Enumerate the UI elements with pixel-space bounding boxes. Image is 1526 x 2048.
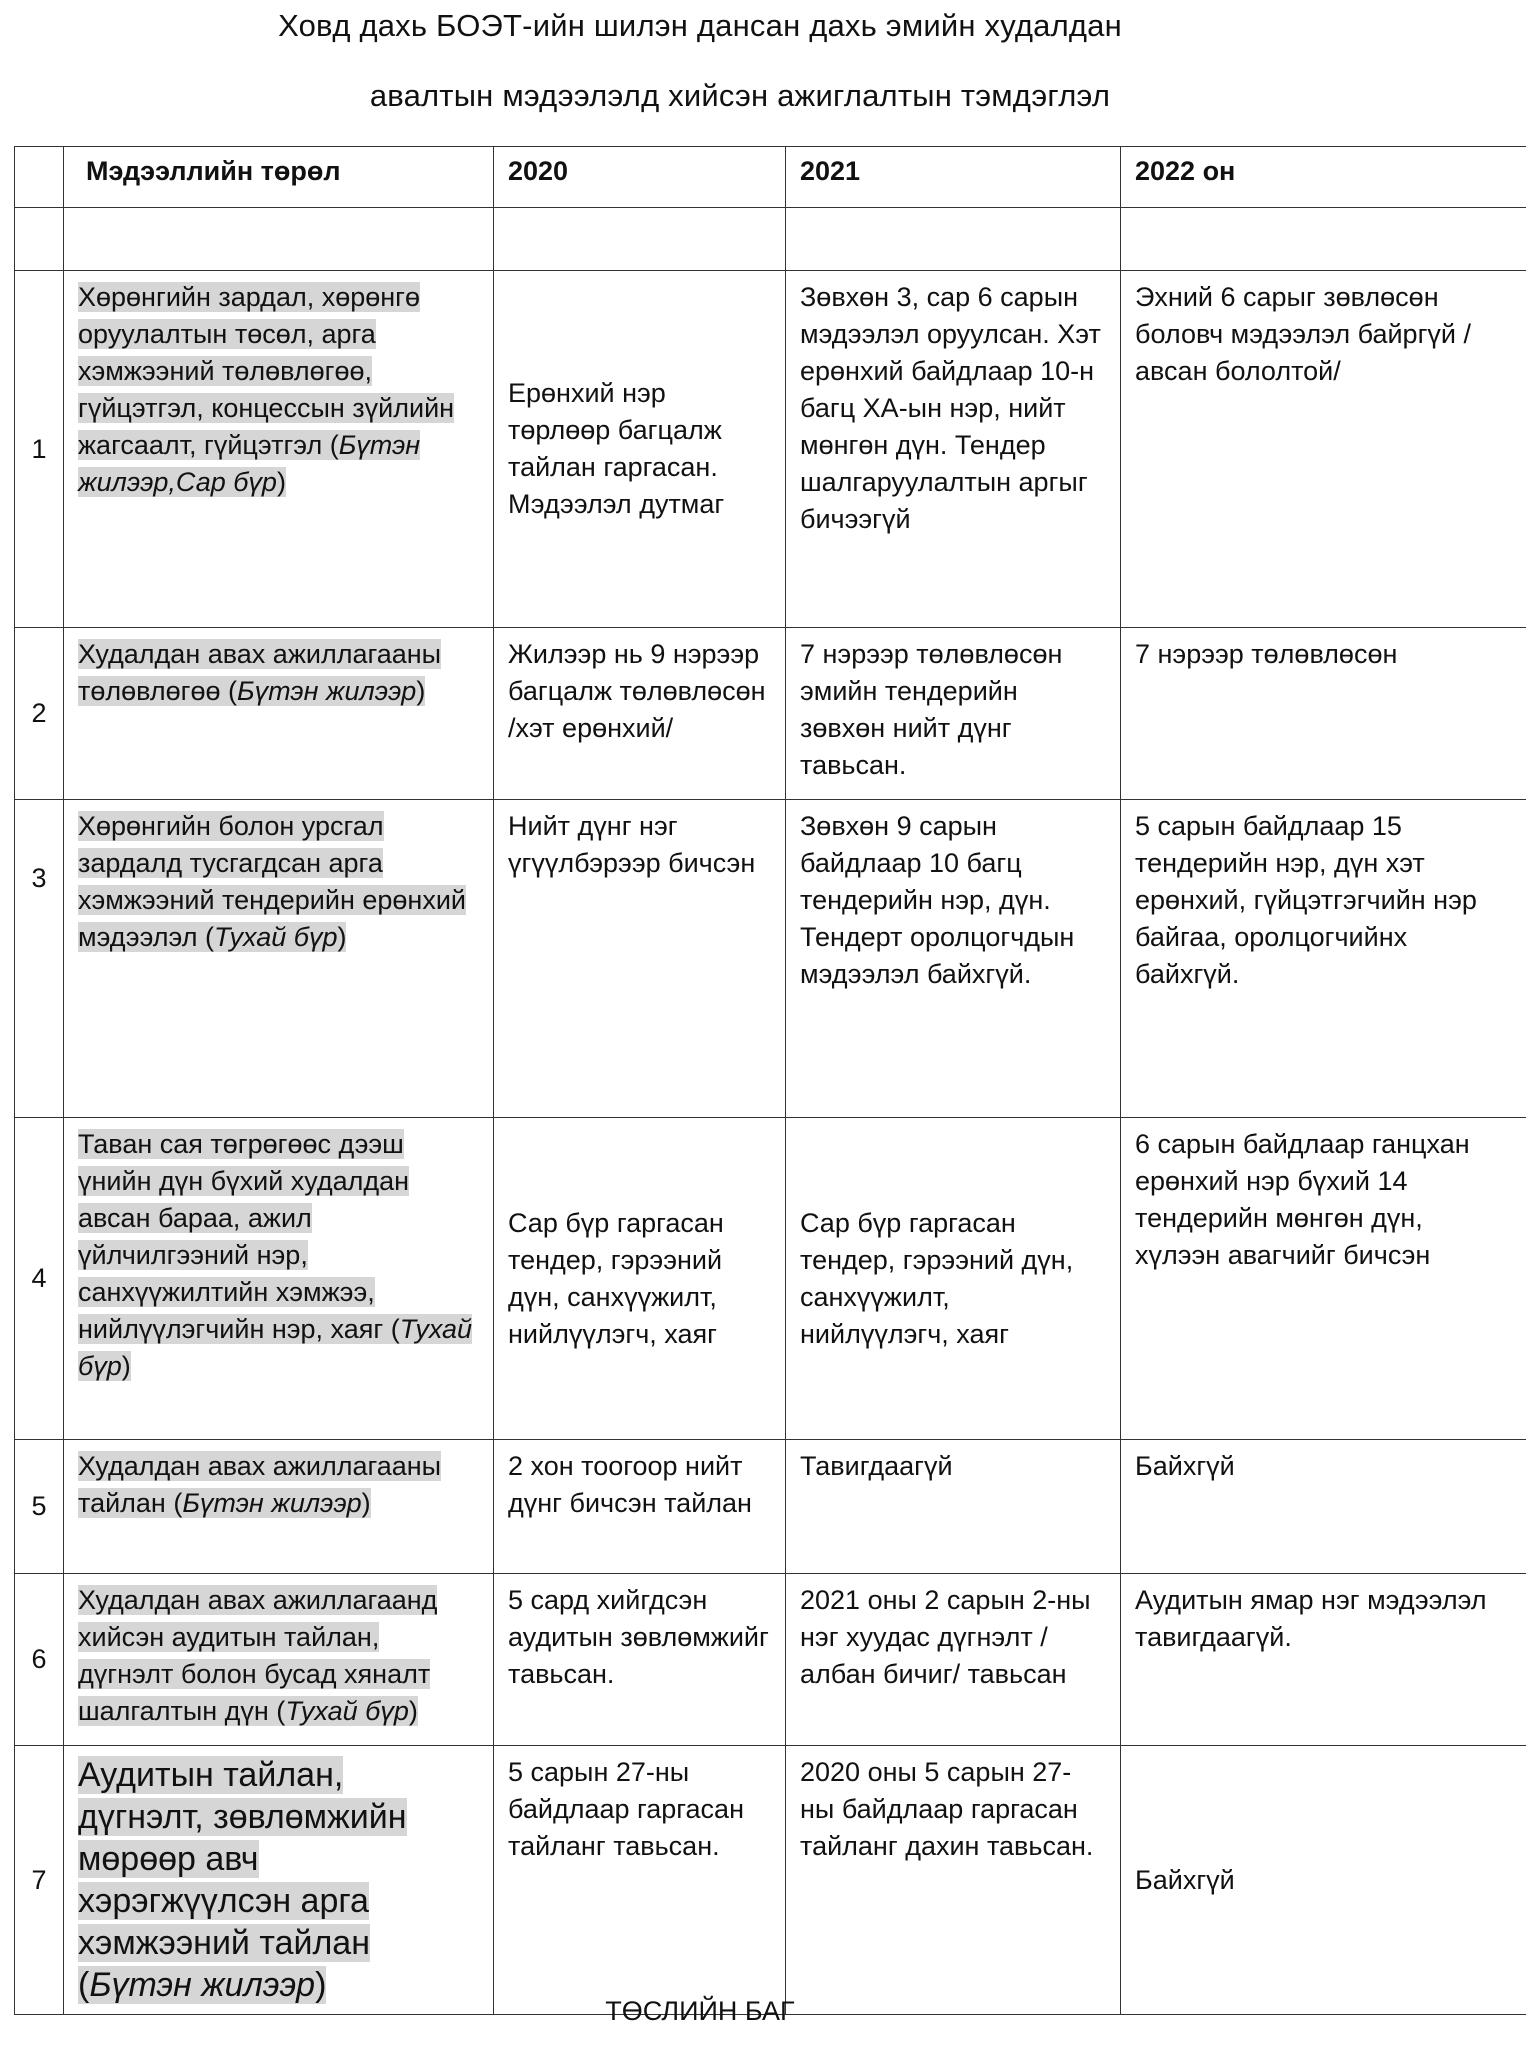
info-type-cell [64,1574,494,1746]
cell-2020: Жилээр нь 9 нэрээр багцалж төлөвлөсөн /хэт ерөнхий/ [494,628,786,800]
row-number: 2 [15,628,64,800]
table-row [15,800,1526,1118]
cell-2022: Байхгүй [1121,1440,1526,1574]
cell-2022: Аудитын ямар нэг мэдээлэл тавигдаагүй. [1121,1574,1526,1746]
info-type-cell [64,271,494,628]
empty-cell [15,208,64,271]
cell-2020: Нийт дүнг нэг үгүүлбэрээр бичсэн [494,800,786,1118]
info-type-cell [64,1440,494,1574]
cell-2020: 5 сарын 27-ны байдлаар гаргасан тайланг тавьсан. [494,1746,786,2015]
table-row [15,1440,1526,1574]
cell-2022: Байхгүй [1121,1746,1526,2015]
table-row [15,1746,1526,2015]
row-number: 5 [15,1440,64,1574]
empty-cell [494,208,786,271]
table-row [15,271,1526,628]
empty-cell [64,208,494,271]
cell-2020: Сар бүр гаргасан тендер, гэрээний дүн, санхүүжилт, нийлүүлэгч, хаяг [494,1118,786,1440]
header-info-type: Мэдээллийн төрөл [64,147,494,208]
cell-2022: 6 сарын байдлаар ганцхан ерөнхий нэр бүхий 14 тендерийн мөнгөн дүн, хүлээн авагчийг бичсэн [1121,1118,1526,1440]
empty-cell [786,208,1121,271]
observation-table [14,146,1526,2015]
cell-2021: Зөвхөн 9 сарын байдлаар 10 багц тендерийн нэр, дүн. Тендерт оролцогчдын мэдээлэл байхгүй. [786,800,1121,1118]
row-number: 7 [15,1746,64,2015]
info-type-text: Хөрөнгийн болон урсгал зардалд тусгагдсан арга хэмжээний тендерийн ерөнхий мэдээлэл (Тухай бүр) [78,811,467,952]
cell-2020: 5 сард хийгдсэн аудитын зөвлөмжийг тавьсан. [494,1574,786,1746]
cell-2020: 2 хон тоогоор нийт дүнг бичсэн тайлан [494,1440,786,1574]
header-num [15,147,64,208]
header-2021: 2021 [786,147,1121,208]
cell-2021: Сар бүр гаргасан тендер, гэрээний дүн, санхүүжилт, нийлүүлэгч, хаяг [786,1118,1121,1440]
table-row [15,628,1526,800]
cell-2022: 7 нэрээр төлөвлөсөн [1121,628,1526,800]
cell-2022: 5 сарын байдлаар 15 тендерийн нэр, дүн хэт ерөнхий, гүйцэтгэгчийн нэр байгаа, оролцогчийнх байхгүй. [1121,800,1526,1118]
footer-signature: ТӨСЛИЙН БАГ [605,1996,795,2026]
row-number: 3 [15,800,64,1118]
header-2022: 2022 он [1121,147,1526,208]
cell-2021: 2020 оны 5 сарын 27-ны байдлаар гаргасан тайланг дахин тавьсан. [786,1746,1121,2015]
info-type-text: Хөрөнгийн зардал, хөрөнгө оруулалтын төсөл, арга хэмжээний төлөвлөгөө, гүйцэтгэл, концессын зүйлийн жагсаалт, гүйцэтгэл (Бүтэн жилээр,Сар бүр) [78,282,455,497]
empty-cell [1121,208,1526,271]
info-type-text: Худалдан авах ажиллагааны төлөвлөгөө (Бүтэн жилээр) [78,639,442,706]
cell-2021: 7 нэрээр төлөвлөсөн эмийн тендерийн зөвхөн нийт дүнг тавьсан. [786,628,1121,800]
table-row [15,1574,1526,1746]
document-title-line-1: Ховд дахь БОЭТ-ийн шилэн дансан дахь эмийн худалдан [278,8,1122,43]
info-type-text: Таван сая төгрөгөөс дээш үнийн дүн бүхий худалдан авсан бараа, ажил үйлчилгээний нэр, санхүүжилтийн хэмжээ, нийлүүлэгчийн нэр, хаяг (Тухай бүр) [78,1129,473,1381]
info-type-text: Худалдан авах ажиллагаанд хийсэн аудитын тайлан, дүгнэлт болон бусад хяналт шалгалтын дүн (Тухай бүр) [78,1585,438,1726]
cell-2021: Зөвхөн 3, сар 6 сарын мэдээлэл оруулсан. Хэт ерөнхий байдлаар 10-н багц ХА-ын нэр, нийт мөнгөн дүн. Тендер шалгаруулалтын аргыг бичээгүй [786,271,1121,628]
empty-row [15,208,1526,271]
info-type-text: Аудитын тайлан, дүгнэлт, зөвлөмжийн мөрөөр авч хэрэгжүүлсэн арга хэмжээний тайлан (Бүтэн жилээр) [78,1756,407,2004]
table-header-row [15,147,1526,208]
info-type-cell [64,1118,494,1440]
cell-2020: Ерөнхий нэр төрлөөр багцалж тайлан гаргасан. Мэдээлэл дутмаг [494,271,786,628]
header-2020: 2020 [494,147,786,208]
table-row [15,1118,1526,1440]
info-type-cell [64,800,494,1118]
info-type-text: Худалдан авах ажиллагааны тайлан (Бүтэн жилээр) [78,1451,442,1518]
row-number: 1 [15,271,64,628]
row-number: 4 [15,1118,64,1440]
cell-2021: 2021 оны 2 сарын 2-ны нэг хуудас дүгнэлт /албан бичиг/ тавьсан [786,1574,1121,1746]
cell-2022: Эхний 6 сарыг зөвлөсөн боловч мэдээлэл байргүй /авсан бололтой/ [1121,271,1526,628]
row-number: 6 [15,1574,64,1746]
document-title-line-2: авалтын мэдээлэлд хийсэн ажиглалтын тэмдэглэл [369,78,1111,113]
cell-2021: Тавигдаагүй [786,1440,1121,1574]
info-type-cell [64,1746,494,2015]
info-type-cell [64,628,494,800]
